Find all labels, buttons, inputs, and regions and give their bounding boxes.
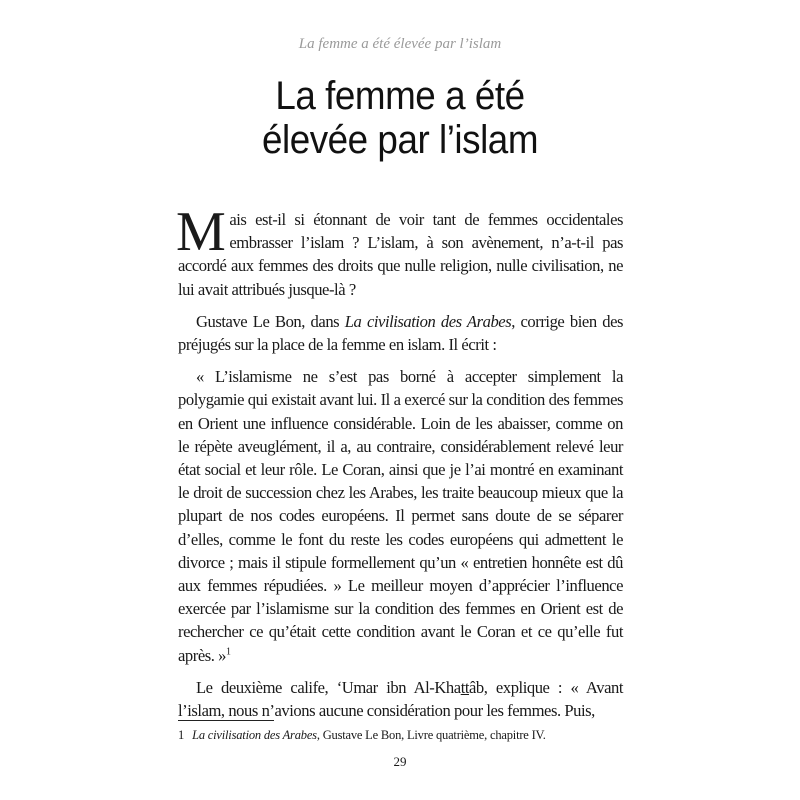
transliteration-underlined: tt [460,677,470,697]
chapter-title-line-2: élevée par l’islam [261,118,539,162]
footnote-number: 1 [178,728,185,742]
drop-cap: M [176,201,226,263]
paragraph-3-text: « L’islamisme ne s’est pas borné à accepter simplement la polygamie qui existait avant lui. Il a exercé sur la condition des femmes en Orient une influence considérable. Loin de les abaisser, comme on le répète aveuglément, il a, au contraire, considérablement relevé leur état social et leur rôle. Le Coran, ainsi que je l’ai montré en examinant le droit de succession chez les Arabes, les traite beaucoup mieux que la plupart de nos codes européens. Il permet sans doute de se séparer d’elles, comme le font du reste les codes européens qui admettent le divorce ; mais il stipule formellement qu’un « entretien honnête est dû aux femmes répudiées. » Le meilleur moyen d’apprécier l’influence exercée par l’islamisme sur la condition des femmes en Orient est de rechercher ce qu’était cette condition avant le Coran et ce qu’elle fut après. » [178,367,623,665]
running-head: La femme a été élevée par l’islam [298,36,502,52]
chapter-title-line-1: La femme a été [275,74,525,118]
footnote [178,727,623,743]
footnote-text: , Gustave Le Bon, Livre quatrième, chapitre IV. [316,728,546,742]
footnote-reference[interactable]: 1 [226,646,231,658]
body-text [176,201,624,722]
paragraph-1-text: ais est-il si étonnant de voir tant de femmes occidentales embrasser l’islam ? L’islam, à son avènement, n’a-t-il pas accordé aux femmes des droits que nulle religion, nulle civilisation, ne lui avait attribués jusque-là ? [178,210,623,299]
paragraph-3-quote [178,365,623,667]
paragraph-4-after: âb, explique : « Avant l’islam, nous n’avions aucune considération pour les femmes. Puis, [178,677,623,721]
footnote-book-title: La civilisation des Arabes [192,728,317,742]
paragraph-4 [178,676,623,722]
paragraph-1 [176,201,623,301]
page-number: 29 [393,754,407,769]
paragraph-4-before: Le deuxième calife, ‘Umar ibn Al-Kha [196,677,461,697]
book-title-italic: La civilisation des Arabes [344,311,512,331]
paragraph-2-before: Gustave Le Bon, dans [196,311,345,331]
paragraph-2-after: , corrige bien des préjugés sur la place de la femme en islam. Il écrit : [178,311,624,355]
chapter-title [32,74,768,162]
paragraph-2 [178,310,623,356]
footnote-divider [178,720,274,721]
